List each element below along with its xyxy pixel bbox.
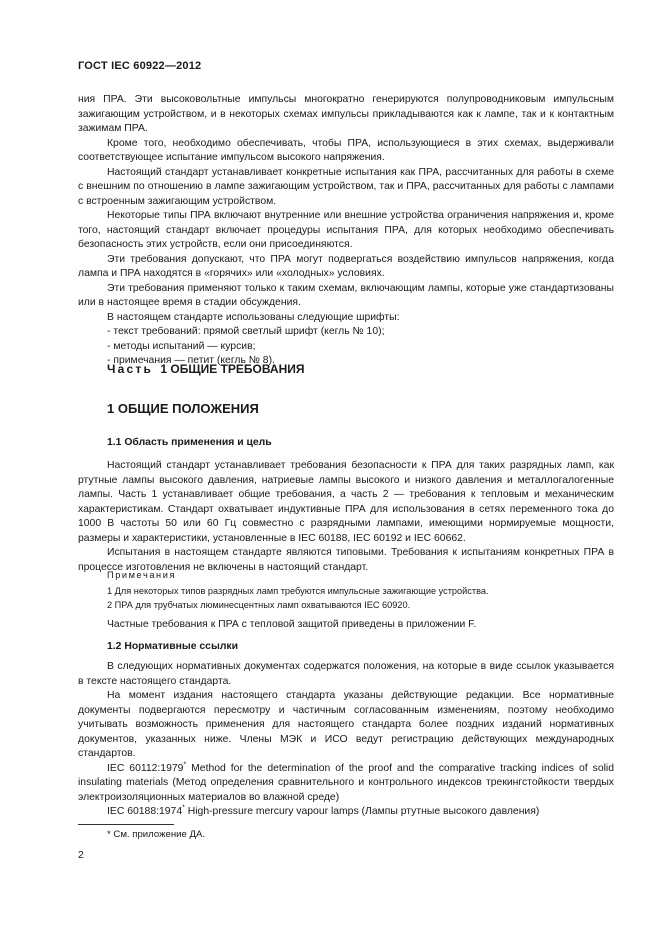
paragraph: Эти требования допускают, что ПРА могут подвергаться воздействию импульсов напряжения, когда лампа и ПРА находятся в «горячих» или «холодных» условиях. [78, 253, 614, 279]
reference-item [78, 805, 614, 820]
paragraph: Некоторые типы ПРА включают внутренние или внешние устройства ограничения напряжения и, кроме того, настоящий стандарт включает процедуры испытания ПРА, для которых необходимо обеспечивать безопасность этих устройств, если они присоединяются. [78, 210, 614, 250]
footnote-marker: * [183, 761, 187, 769]
references-block [78, 660, 614, 820]
section-heading: 1 ОБЩИЕ ПОЛОЖЕНИЯ [107, 401, 259, 416]
notes-title: Примечания [107, 570, 177, 580]
scope-block [78, 459, 614, 575]
footnote-divider [78, 824, 174, 825]
reference-title: Method for the determination of the proof and the comparative tracking indices of solid insulating materials (Метод определения сравнительного и контрольного индексов трекингстойкости твердых электроизоляционных материалов во влажной среде) [78, 762, 614, 803]
paragraph: В следующих нормативных документах содержатся положения, на которые в виде ссылок указывается в тексте настоящего стандарта. [78, 661, 614, 687]
note-item: 2 ПРА для трубчатых люминесцентных ламп охватываются IEC 60920. [107, 600, 411, 610]
subsection-heading: 1.2 Нормативные ссылки [107, 641, 239, 652]
paragraph: Испытания в настоящем стандарте являются типовыми. Требования к испытаниям конкретных ПРА в процессе изготовления не включены в настоящий стандарт. [78, 547, 614, 573]
paragraph: Кроме того, необходимо обеспечивать, чтобы ПРА, использующиеся в этих схемах, выдерживали соответствующее испытание импульсом высокого напряжения. [78, 137, 614, 163]
reference-title: High-pressure mercury vapour lamps (Лампы ртутные высокого давления) [184, 806, 540, 817]
subsection-heading: 1.1 Область применения и цель [107, 437, 272, 448]
part-heading [107, 362, 305, 376]
intro-block [78, 93, 614, 369]
paragraph: Эти требования применяют только к таким схемам, включающим лампы, которые уже стандартизованы или в настоящее время в стадии обсуждения. [78, 282, 614, 308]
reference-code: IEC 60112:1979 [107, 762, 184, 774]
paragraph: Настоящий стандарт устанавливает требования безопасности к ПРА для таких разрядных ламп, как ртутные лампы высокого давления, натриевые лампы высокого и низкого давления и металлогалогенные лампы. Часть 1 устанавливает общие требования, а часть 2 — требования к тепловым и механическим характеристикам. Стандарт охватывает индуктивные ПРА для использования в сетях переменного тока до 1000 В частоты 50 или 60 Гц совместно с разрядными лампами, имеющими нормируемые мощности, размеры и характеристики, установленные в IEC 60188, IEC 60192 и IEC 60662. [78, 460, 614, 544]
list-item: - текст требований: прямой светлый шрифт (кегль № 10); [107, 326, 385, 337]
part-title: 1 ОБЩИЕ ТРЕБОВАНИЯ [160, 362, 305, 376]
reference-code: IEC 60188:1974 [107, 806, 183, 817]
paragraph: Частные требования к ПРА с тепловой защитой приведены в приложении F. [107, 619, 477, 630]
footnote: * См. приложение ДА. [107, 829, 206, 840]
paragraph: На момент издания настоящего стандарта указаны действующие редакции. Все нормативные документы подвергаются пересмотру и частичным согласованным изменениям, поэтому необходимо учитывать возможность применения для настоящего стандарта более поздних изданий нормативных документов, указанных ниже. Члены МЭК и ИСО ведут регистрацию действующих международных стандартов. [78, 690, 614, 759]
scope-tail [78, 618, 614, 633]
document-header: ГОСТ IEC 60922—2012 [78, 60, 202, 72]
page-number: 2 [78, 850, 84, 861]
reference-item [78, 762, 614, 806]
part-label: Часть [107, 362, 154, 376]
list-item: - методы испытаний — курсив; [107, 340, 256, 352]
paragraph: Настоящий стандарт устанавливает конкретные испытания как ПРА, рассчитанных для работы в схеме с внешним по отношению в лампе зажигающим устройством, так и ПРА, рассчитанных для работы с лампами с встроенным зажигающим устройством. [78, 166, 614, 207]
footnote-marker: * [182, 804, 185, 812]
paragraph: В настоящем стандарте использованы следующие шрифты: [107, 311, 400, 323]
list-item: - примечания — петит (кегль № 8). [107, 355, 275, 366]
note-item: 1 Для некоторых типов разрядных ламп требуются импульсные зажигающие устройства. [107, 586, 489, 596]
paragraph: ния ПРА. Эти высоковольтные импульсы многократно генерируются полупроводниковым импульсным зажигающим устройством, и в некоторых схемах импульсы прикладываются как к лампе, так и к контактным зажимам ПРА. [78, 94, 614, 134]
